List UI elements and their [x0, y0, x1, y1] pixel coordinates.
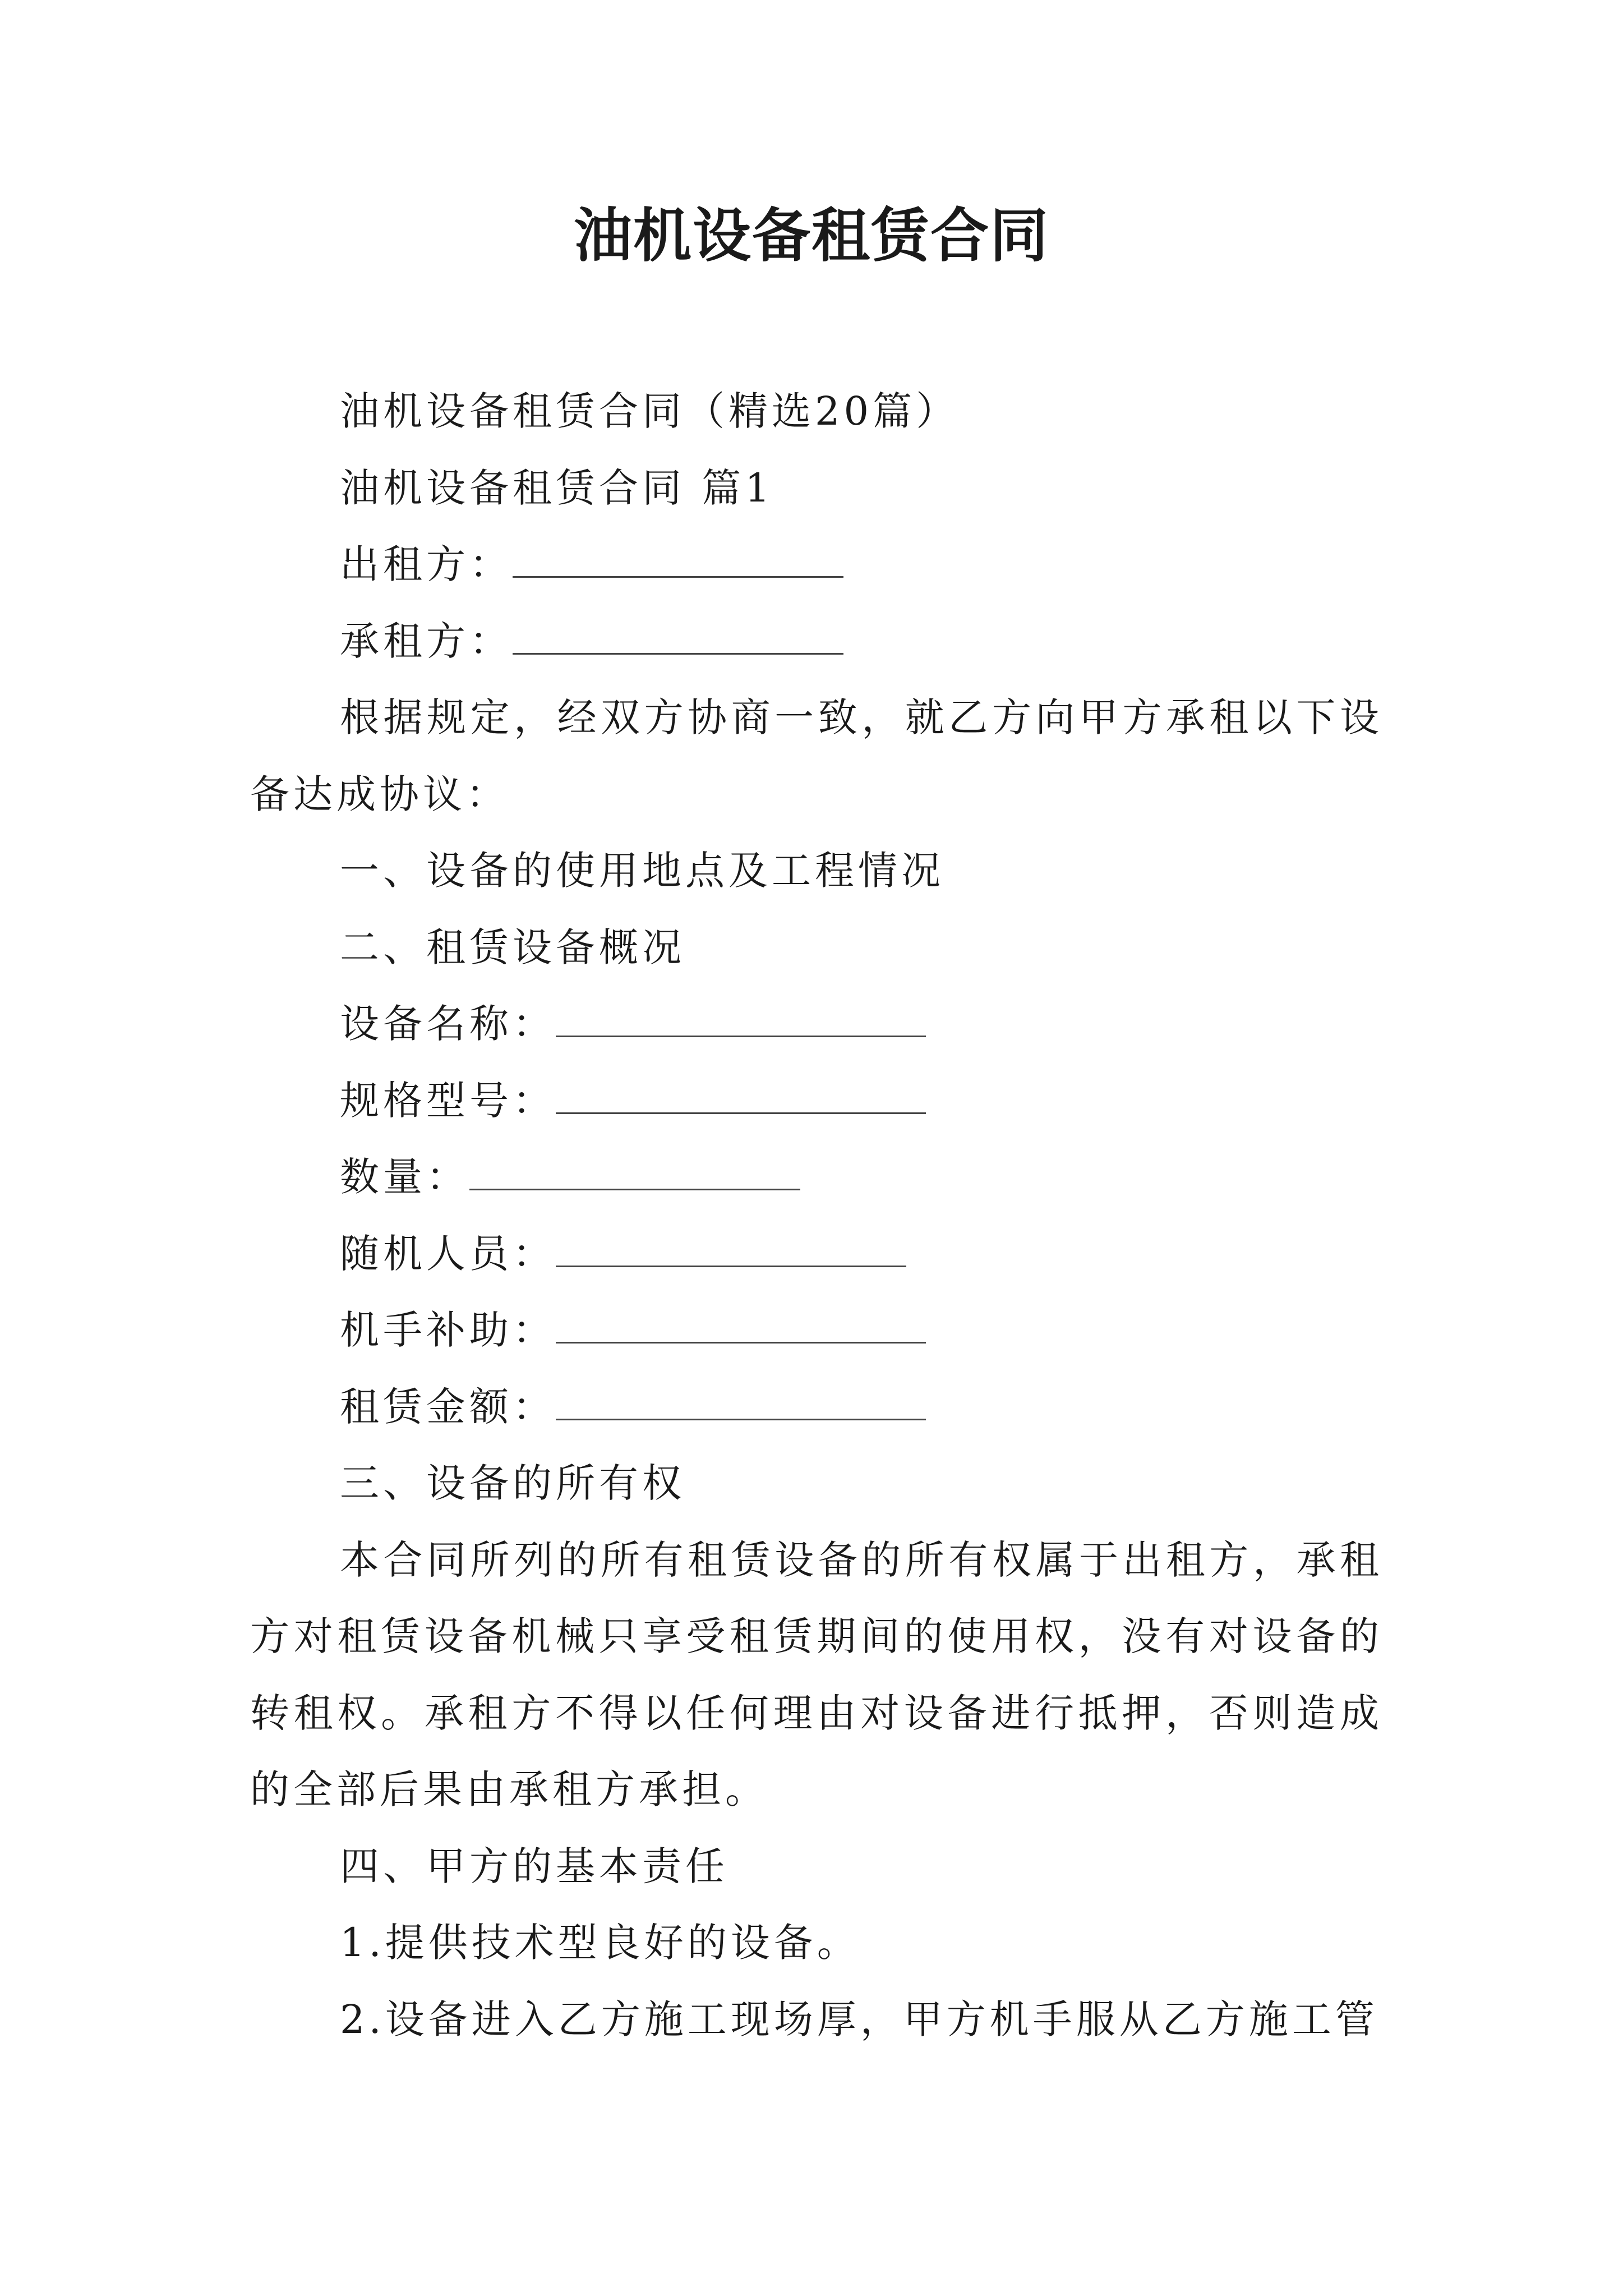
field-lessee — [250, 603, 1383, 680]
section-heading-4 — [250, 1828, 1383, 1905]
clause-2 — [250, 1981, 1383, 2058]
paragraph-text: 三、设备的所有权 — [340, 1460, 685, 1506]
field-label: 数量： — [340, 1154, 469, 1200]
fill-in-blank-line — [513, 615, 843, 655]
field-label: 机手补助： — [340, 1307, 556, 1353]
clause-1 — [250, 1904, 1383, 1981]
paragraph-text: 1.提供技术型良好的设备。 — [340, 1920, 860, 1966]
field-quantity — [250, 1139, 1383, 1216]
paragraph-section-heading — [250, 450, 1383, 527]
field-model — [250, 1062, 1383, 1139]
field-label: 规格型号： — [340, 1077, 556, 1124]
paragraph-text: 2.设备进入乙方施工现场厚，甲方机手服从乙方施工管 — [340, 1996, 1378, 2042]
field-label: 承租方： — [340, 618, 513, 664]
field-label: 租赁金额： — [340, 1383, 556, 1430]
paragraph-ownership — [250, 1522, 1383, 1828]
paragraph-text: 一、设备的使用地点及工程情况 — [340, 848, 944, 894]
field-label: 随机人员： — [340, 1230, 556, 1277]
paragraph-preamble — [250, 679, 1383, 832]
paragraph-subtitle — [250, 373, 1383, 450]
paragraph-text: 四、甲方的基本责任 — [340, 1843, 728, 1889]
fill-in-blank-line — [556, 1381, 926, 1420]
paragraph-text: 根据规定，经双方协商一致，就乙方向甲方承租以下设备达成协议： — [250, 694, 1383, 817]
fill-in-blank-line — [556, 1075, 926, 1114]
fill-in-blank-line — [469, 1152, 800, 1191]
document-title: 油机设备租赁合同 — [573, 201, 1049, 270]
section-heading-2 — [250, 909, 1383, 986]
section-heading-3 — [250, 1445, 1383, 1522]
fill-in-blank-line — [556, 1228, 906, 1267]
fill-in-blank-line — [556, 1305, 926, 1344]
field-label: 出租方： — [340, 541, 513, 587]
fill-in-blank-line — [513, 539, 843, 578]
paragraph-text: 本合同所列的所有租赁设备的所有权属于出租方，承租方对租赁设备机械只享受租赁期间的使用权，没有对设备的转租权。承租方不得以任何理由对设备进行抵押，否则造成的全部后果由承租方承担。 — [250, 1536, 1383, 1812]
field-accompanying-staff — [250, 1216, 1383, 1292]
fill-in-blank-line — [556, 999, 926, 1038]
field-lessor — [250, 526, 1383, 603]
paragraph-text: 二、租赁设备概况 — [340, 924, 685, 970]
field-label: 设备名称： — [340, 1001, 556, 1047]
paragraph-text: 油机设备租赁合同（精选20篇） — [340, 388, 960, 434]
paragraph-text: 油机设备租赁合同 篇1 — [340, 464, 774, 511]
section-heading-1 — [250, 832, 1383, 909]
field-rental-amount — [250, 1369, 1383, 1446]
field-operator-allowance — [250, 1292, 1383, 1369]
field-equipment-name — [250, 986, 1383, 1062]
document-body — [250, 373, 1383, 2058]
